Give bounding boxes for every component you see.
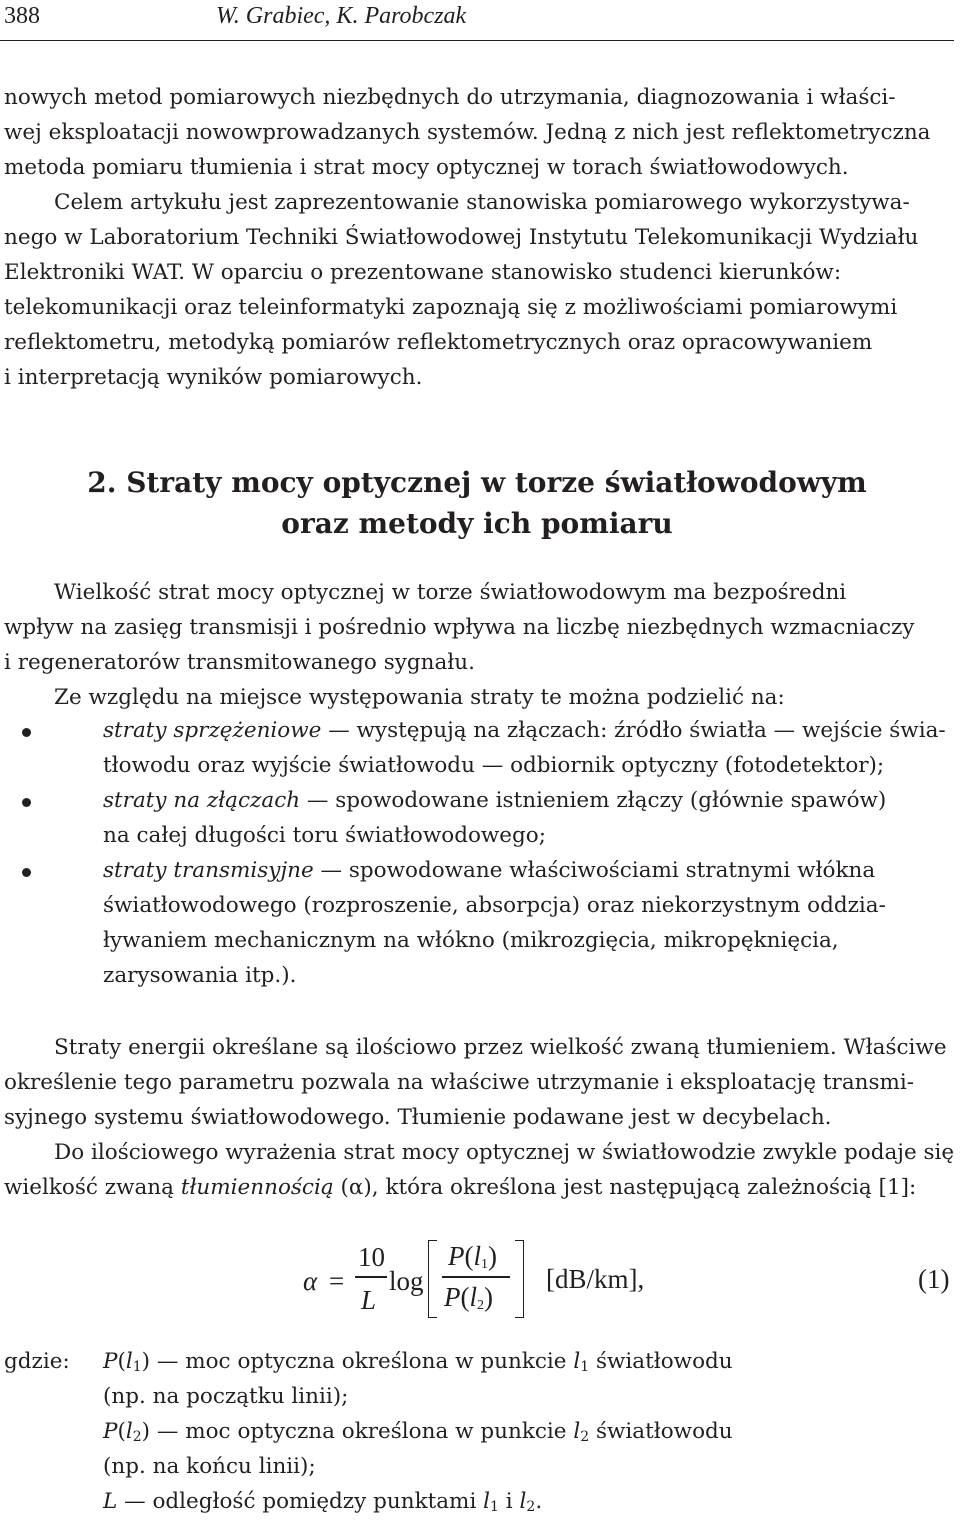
list-item-text: — występują na złączach: źródło światła — wejście świa- bbox=[321, 718, 946, 743]
definition-note: (np. na początku linii); bbox=[103, 1384, 349, 1409]
list-item-text: na całej długości toru światłowodowego; bbox=[103, 823, 546, 848]
list-item-term: straty sprzężeniowe bbox=[103, 718, 322, 743]
text-line: wej eksploatacji nowowprowadzanych systemów. Jedną z nich jest reflektometryczna bbox=[4, 120, 931, 145]
text-line: Elektroniki WAT. W oparciu o prezentowane stanowisko studenci kierunków: bbox=[4, 260, 842, 285]
list-item-text: ływaniem mechanicznym na włókno (mikrozgięcia, mikropęknięcia, bbox=[103, 928, 839, 953]
fraction-bar bbox=[355, 1276, 387, 1278]
section-paragraph bbox=[4, 575, 954, 715]
bullet-icon bbox=[22, 868, 31, 877]
list-item-term: straty transmisyjne bbox=[103, 858, 314, 883]
text-line: i regeneratorów transmitowanego sygnału. bbox=[4, 650, 475, 675]
text-line: nego w Laboratorium Techniki Światłowodowej Instytutu Telekomunikacji Wydziału bbox=[4, 225, 919, 250]
text-line: metoda pomiaru tłumienia i strat mocy optycznej w torach światłowodowych. bbox=[4, 155, 849, 180]
list-item-text: światłowodowego (rozproszenie, absorpcja) oraz niekorzystnym oddzia- bbox=[103, 893, 886, 918]
text-line: syjnego systemu światłowodowego. Tłumienie podawane jest w decybelach. bbox=[4, 1105, 832, 1130]
formula-equals: = bbox=[329, 1266, 345, 1296]
text-line: określenie tego parametru pozwala na właściwe utrzymanie i eksploatację transmi- bbox=[4, 1070, 915, 1095]
page-header bbox=[0, 0, 954, 41]
equation-1 bbox=[0, 1236, 960, 1326]
formula-unit: [dB/km], bbox=[546, 1264, 645, 1294]
list-item-text: tłowodu oraz wyjście światłowodu — odbiornik optyczny (fotodetektor); bbox=[103, 753, 885, 778]
definitions-label: gdzie: bbox=[4, 1349, 70, 1374]
fraction-bar bbox=[442, 1276, 510, 1278]
text-line: wpływ na zasięg transmisji i pośrednio wpływa na liczbę niezbędnych wzmacniaczy bbox=[4, 615, 915, 640]
page-number: 388 bbox=[4, 3, 40, 29]
list-item-term: straty na złączach bbox=[103, 788, 301, 813]
formula-log: log bbox=[389, 1266, 424, 1296]
formula-bottom-term: $P(l_2)$ bbox=[444, 1282, 494, 1313]
definition-item: L — odległość pomiędzy punktami $l_1$ i $l_2$. bbox=[103, 1489, 543, 1515]
text-line: telekomunikacji oraz teleinformatyki zapoznają się z możliwościami pomiarowymi bbox=[4, 295, 898, 320]
section-title-line2: oraz metody ich pomiaru bbox=[281, 507, 673, 540]
section-heading bbox=[0, 462, 954, 544]
list-item-text: zarysowania itp.). bbox=[103, 963, 297, 988]
list-item-text: — spowodowane istnieniem złączy (głównie spawów) bbox=[300, 788, 887, 813]
formula-alpha: α bbox=[303, 1266, 318, 1296]
text-line: Celem artykułu jest zaprezentowanie stanowiska pomiarowego wykorzystywa- bbox=[54, 190, 910, 215]
definition-item: $P(l_2)$ — moc optyczna określona w punkcie $l_2$ światłowodu bbox=[103, 1419, 733, 1445]
text-line: reflektometru, metodyką pomiarów reflektometrycznych oraz opracowywaniem bbox=[4, 330, 873, 355]
text-line: Straty energii określane są ilościowo przez wielkość zwaną tłumieniem. Właściwe bbox=[54, 1035, 947, 1060]
attenuation-paragraph bbox=[4, 1030, 954, 1205]
running-head-authors: W. Grabiec, K. Parobczak bbox=[216, 3, 467, 29]
definition-item: $P(l_1)$ — moc optyczna określona w punkcie $l_1$ światłowodu bbox=[103, 1349, 733, 1375]
text-line: i interpretacją wyników pomiarowych. bbox=[4, 365, 423, 390]
term-attenuation-coefficient: tłumiennością bbox=[180, 1175, 334, 1200]
formula-top-term: $P(l_1)$ bbox=[448, 1241, 498, 1272]
bullet-icon bbox=[22, 798, 31, 807]
text-line: Wielkość strat mocy optycznej w torze światłowodowym ma bezpośredni bbox=[54, 580, 847, 605]
text-line: Do ilościowego wyrażenia strat mocy optycznej w światłowodzie zwykle podaje się bbox=[54, 1140, 955, 1165]
definition-note: (np. na końcu linii); bbox=[103, 1454, 316, 1479]
intro-paragraph bbox=[4, 80, 954, 395]
text-line: wielkość zwaną tłumiennością (α), która określona jest następującą zależnością [1]: bbox=[4, 1175, 917, 1200]
formula-denominator: L bbox=[361, 1285, 377, 1315]
text-line: nowych metod pomiarowych niezbędnych do utrzymania, diagnozowania i właści- bbox=[4, 85, 896, 110]
right-bracket bbox=[515, 1240, 524, 1318]
bullet-icon bbox=[22, 728, 31, 737]
text-line: Ze względu na miejsce występowania straty te można podzielić na: bbox=[54, 685, 785, 710]
list-item-text: — spowodowane właściwościami stratnymi włókna bbox=[313, 858, 876, 883]
formula-numerator: 10 bbox=[358, 1242, 385, 1272]
left-bracket bbox=[428, 1240, 437, 1318]
section-title-line1: 2. Straty mocy optycznej w torze światłowodowym bbox=[87, 466, 867, 499]
equation-number: (1) bbox=[918, 1264, 950, 1294]
